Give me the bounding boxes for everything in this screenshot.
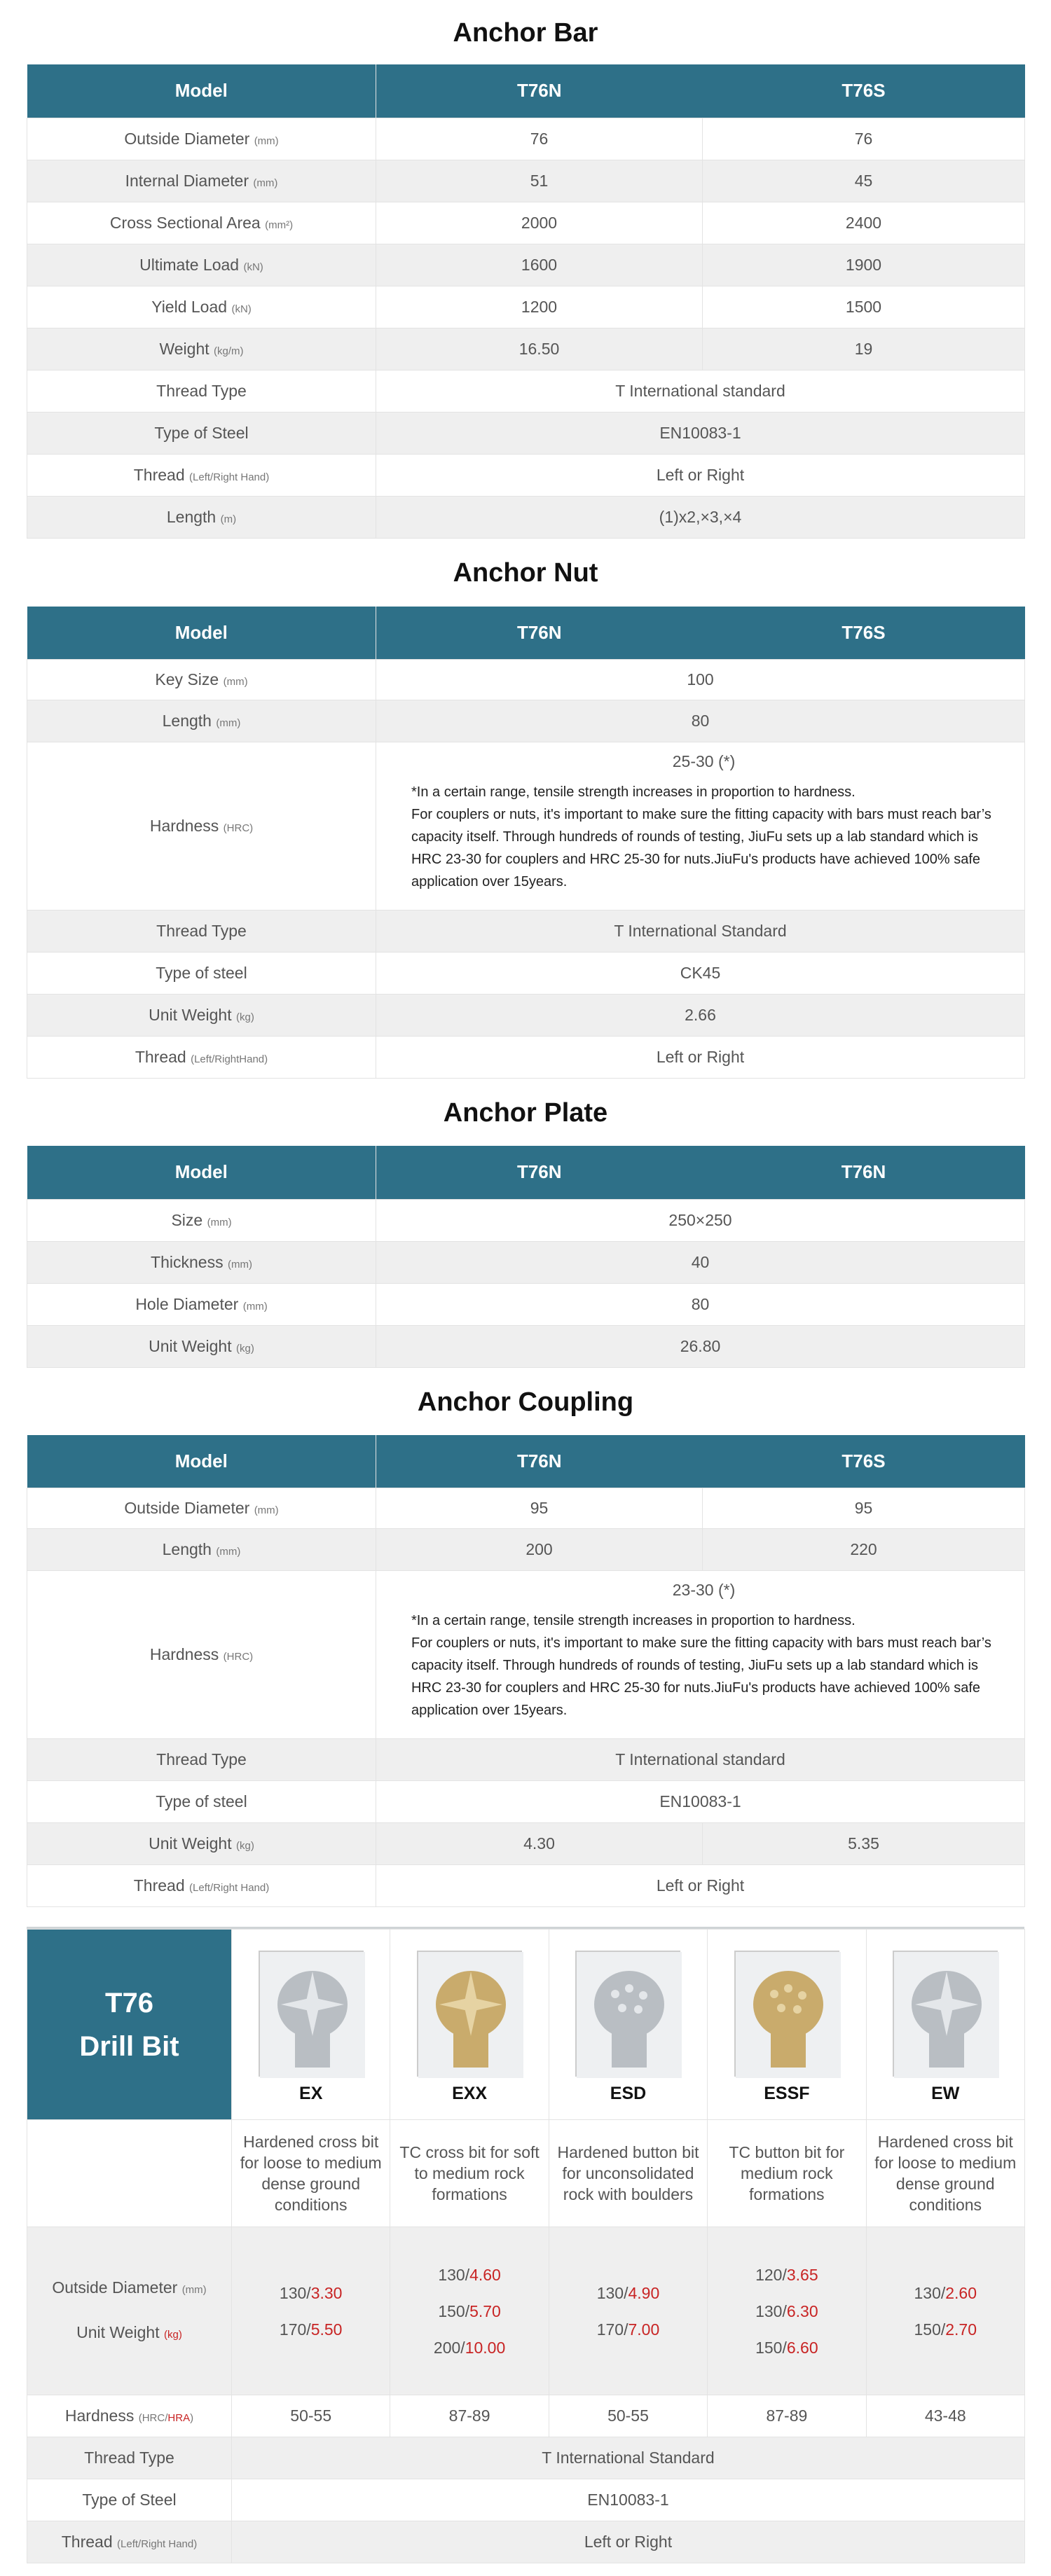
hardness-value: 87-89 [708, 2395, 866, 2437]
bit-name: EXX [452, 2084, 488, 2103]
table-row [27, 1529, 1025, 1571]
row-label: Outside Diameter (mm) [27, 1488, 376, 1529]
table-header [27, 1146, 1025, 1199]
hardness-value: 25-30 (*) [672, 752, 736, 770]
button-bit-icon [575, 1951, 680, 2077]
drill-bit-header-row [27, 1930, 1025, 2120]
table-row [27, 2479, 1025, 2521]
table-row [27, 202, 1025, 244]
row-label: Yield Load (kN) [27, 286, 376, 328]
drill-bit-title: T76 Drill Bit [27, 1930, 232, 2120]
table-row [27, 496, 1025, 538]
table-row [27, 328, 1025, 370]
bottom-spacer [27, 2563, 1024, 2576]
drill-bit-exx [390, 1930, 549, 2120]
row-value-2: 1500 [703, 286, 1025, 328]
size-weight-pair: 120/3.65 [755, 2265, 818, 2284]
row-label: Ultimate Load (kN) [27, 244, 376, 286]
table-row [27, 1241, 1025, 1283]
row-value: 80 [376, 1283, 1025, 1325]
row-label: Length (mm) [27, 1529, 376, 1571]
bit-name: ESSF [764, 2084, 810, 2103]
hardness-note-2: For couplers or nuts, it's important to make sure the fitting capacity with bars must reach bar’s capacity itself. Through hundreds of rounds of testing, JiuFu sets up a lab standard which is HRC 23-30 for couplers and HRC 25-30 for nuts.JiuFu's products have achieved 100% safe application over 15years. [411, 1635, 991, 1718]
row-value: 100 [376, 660, 1025, 700]
anchor-nut-table [27, 607, 1025, 1079]
size-weight-pair: 130/4.90 [596, 2283, 660, 2302]
drill-bit-esd [549, 1930, 707, 2120]
bit-description: TC cross bit for soft to medium rock formations [390, 2120, 549, 2227]
row-label: Type of Steel [27, 412, 376, 454]
row-label: Length (m) [27, 496, 376, 538]
table-row [27, 953, 1025, 995]
row-label: Thread (Left/Right Hand) [27, 1865, 376, 1907]
row-label: Thickness (mm) [27, 1241, 376, 1283]
row-label: Unit Weight (kg) [27, 995, 376, 1037]
bit-name: EX [299, 2084, 323, 2103]
row-label: Length (mm) [27, 700, 376, 742]
row-label: Internal Diameter (mm) [27, 160, 376, 202]
table-row [27, 660, 1025, 700]
row-value-2: 220 [703, 1529, 1025, 1571]
table-row [27, 286, 1025, 328]
table-header [27, 64, 1025, 118]
anchor-coupling-title: Anchor Coupling [417, 1387, 634, 1417]
table-row [27, 910, 1025, 953]
row-label: Weight (kg/m) [27, 328, 376, 370]
table-row [27, 1199, 1025, 1241]
row-value: Left or Right [376, 1037, 1025, 1079]
table-row [27, 244, 1025, 286]
cross-bit-icon [893, 1951, 998, 2077]
drill-bit-hardness-row [27, 2395, 1025, 2437]
row-value: 26.80 [376, 1325, 1025, 1367]
row-value-1: 200 [376, 1529, 703, 1571]
drill-bit-essf [708, 1930, 866, 2120]
row-label: Unit Weight (kg) [27, 1823, 376, 1865]
row-label: Thread Type [27, 2437, 232, 2479]
header-model: Model [27, 64, 376, 118]
drill-bit-ew [866, 1930, 1024, 2120]
table-row [27, 412, 1025, 454]
row-value-1: 16.50 [376, 328, 703, 370]
header-model-2: T76S [703, 64, 1025, 118]
row-label: Hole Diameter (mm) [27, 1283, 376, 1325]
hardness-note-1: *In a certain range, tensile strength increases in proportion to hardness. [411, 1613, 856, 1628]
row-value-1: 1600 [376, 244, 703, 286]
row-value: Left or Right [376, 454, 1025, 496]
anchor-plate-rows [27, 1199, 1025, 1367]
hardness-value: 50-55 [549, 2395, 707, 2437]
table-header [27, 1435, 1025, 1488]
row-label: Type of Steel [27, 2479, 232, 2521]
bit-description: Hardened button bit for unconsolidated rock with boulders [549, 2120, 707, 2227]
row-label: Type of steel [27, 953, 376, 995]
size-weight-pair: 130/3.30 [279, 2283, 343, 2302]
row-label: Thread Type [27, 370, 376, 412]
row-value: T International standard [376, 1739, 1025, 1781]
size-weight-pair: 170/5.50 [279, 2320, 343, 2339]
table-row [27, 118, 1025, 160]
hardness-row [27, 742, 1025, 910]
table-row [27, 700, 1025, 742]
row-value: T International Standard [376, 910, 1025, 953]
table-row [27, 995, 1025, 1037]
bit-description: Hardened cross bit for loose to medium dense ground conditions [232, 2120, 390, 2227]
anchor-plate-table [27, 1146, 1025, 1368]
row-value-2: 76 [703, 118, 1025, 160]
drill-bit-section [27, 1927, 1024, 2563]
row-value: 80 [376, 700, 1025, 742]
row-value: EN10083-1 [232, 2479, 1025, 2521]
table-row [27, 1823, 1025, 1865]
size-weight-cell [390, 2227, 549, 2395]
row-label: Type of steel [27, 1781, 376, 1823]
table-row [27, 1739, 1025, 1781]
row-label: Thread (Left/Right Hand) [27, 454, 376, 496]
row-value: T International Standard [232, 2437, 1025, 2479]
header-model-2: T76S [703, 607, 1025, 660]
row-value-1: 51 [376, 160, 703, 202]
row-value-1: 4.30 [376, 1823, 703, 1865]
row-value-2: 45 [703, 160, 1025, 202]
size-weight-pair: 130/2.60 [914, 2283, 977, 2302]
row-label: Key Size (mm) [27, 660, 376, 700]
hardness-value: 43-48 [866, 2395, 1024, 2437]
drill-bit-size-row [27, 2227, 1025, 2395]
header-model: Model [27, 607, 376, 660]
table-row [27, 1283, 1025, 1325]
table-row [27, 2437, 1025, 2479]
size-weight-pair: 150/6.60 [755, 2338, 818, 2357]
table-header [27, 607, 1025, 660]
row-value-2: 2400 [703, 202, 1025, 244]
row-value-2: 95 [703, 1488, 1025, 1529]
table-row [27, 2521, 1025, 2563]
anchor-nut-title: Anchor Nut [453, 558, 598, 588]
row-value: EN10083-1 [376, 412, 1025, 454]
row-label: Hardness (HRC) [27, 1571, 376, 1739]
drill-bit-desc-row [27, 2120, 1025, 2227]
anchor-coupling-table [27, 1435, 1025, 1908]
size-weight-label: Outside Diameter (mm) Unit Weight (kg) [27, 2227, 232, 2395]
bit-description: TC button bit for medium rock formations [708, 2120, 866, 2227]
table-row [27, 160, 1025, 202]
row-value-1: 95 [376, 1488, 703, 1529]
anchor-bar-rows [27, 118, 1025, 538]
row-label: Thread (Left/RightHand) [27, 1037, 376, 1079]
row-value: T International standard [376, 370, 1025, 412]
row-label: Thread Type [27, 910, 376, 953]
hardness-row [27, 1571, 1025, 1739]
row-value: EN10083-1 [376, 1781, 1025, 1823]
row-value-1: 2000 [376, 202, 703, 244]
size-weight-cell [866, 2227, 1024, 2395]
tc-button-bit-icon [734, 1951, 839, 2077]
size-weight-cell [549, 2227, 707, 2395]
bit-description: Hardened cross bit for loose to medium dense ground conditions [866, 2120, 1024, 2227]
table-row [27, 1325, 1025, 1367]
row-value: Left or Right [232, 2521, 1025, 2563]
hardness-cell [376, 1571, 1025, 1739]
anchor-plate-title: Anchor Plate [443, 1098, 608, 1128]
row-value-1: 76 [376, 118, 703, 160]
hardness-value: 87-89 [390, 2395, 549, 2437]
empty-cell [27, 2120, 232, 2227]
row-value: Left or Right [376, 1865, 1025, 1907]
row-value: 250×250 [376, 1199, 1025, 1241]
row-label: Thread (Left/Right Hand) [27, 2521, 232, 2563]
table-row [27, 1781, 1025, 1823]
hardness-cell [376, 742, 1025, 910]
header-model-1: T76N [376, 1435, 703, 1488]
hardness-value: 23-30 (*) [672, 1581, 736, 1599]
anchor-bar-title: Anchor Bar [453, 18, 598, 48]
cross-bit-icon [259, 1951, 364, 2077]
size-weight-cell [232, 2227, 390, 2395]
anchor-nut-merged-rows [27, 910, 1025, 1079]
row-label: Hardness (HRC) [27, 742, 376, 910]
size-weight-pair: 170/7.00 [596, 2320, 660, 2339]
size-weight-cell [708, 2227, 866, 2395]
header-model-1: T76N [376, 64, 703, 118]
row-value-2: 19 [703, 328, 1025, 370]
bit-name: EW [931, 2084, 960, 2103]
anchor-bar-table [27, 64, 1025, 539]
size-weight-pair: 150/2.70 [914, 2320, 977, 2339]
size-weight-pair: 130/4.60 [438, 2265, 501, 2284]
header-model-1: T76N [376, 607, 703, 660]
row-label: Hardness (HRC/HRA) [27, 2395, 232, 2437]
hardness-note-1: *In a certain range, tensile strength increases in proportion to hardness. [411, 784, 856, 800]
row-value-1: 1200 [376, 286, 703, 328]
size-weight-pair: 150/5.70 [438, 2301, 501, 2320]
row-value: 40 [376, 1241, 1025, 1283]
drill-bit-ex [232, 1930, 390, 2120]
row-label: Cross Sectional Area (mm²) [27, 202, 376, 244]
table-row [27, 370, 1025, 412]
row-value: 2.66 [376, 995, 1025, 1037]
bit-name: ESD [610, 2084, 647, 2103]
table-row [27, 1865, 1025, 1907]
header-model-1: T76N [376, 1146, 703, 1199]
row-value: (1)x2,×3,×4 [376, 496, 1025, 538]
header-model: Model [27, 1435, 376, 1488]
row-label: Size (mm) [27, 1199, 376, 1241]
header-model-2: T76N [703, 1146, 1025, 1199]
row-value: CK45 [376, 953, 1025, 995]
size-weight-pair: 200/10.00 [433, 2338, 506, 2357]
row-label: Thread Type [27, 1739, 376, 1781]
size-weight-pair: 130/6.30 [755, 2301, 818, 2320]
row-value-2: 5.35 [703, 1823, 1025, 1865]
hardness-value: 50-55 [232, 2395, 390, 2437]
row-value-2: 1900 [703, 244, 1025, 286]
drill-bit-rows [27, 1930, 1025, 2563]
table-row [27, 454, 1025, 496]
hardness-note-2: For couplers or nuts, it's important to make sure the fitting capacity with bars must reach bar’s capacity itself. Through hundreds of rounds of testing, JiuFu sets up a lab standard which is HRC 23-30 for couplers and HRC 25-30 for nuts.JiuFu's products have achieved 100% safe application over 15years. [411, 807, 991, 889]
header-model: Model [27, 1146, 376, 1199]
table-row [27, 1037, 1025, 1079]
row-label: Unit Weight (kg) [27, 1325, 376, 1367]
header-model-2: T76S [703, 1435, 1025, 1488]
row-label: Outside Diameter (mm) [27, 118, 376, 160]
drill-bit-table [27, 1929, 1025, 2563]
tc-cross-bit-icon [417, 1951, 522, 2077]
table-row [27, 1488, 1025, 1529]
